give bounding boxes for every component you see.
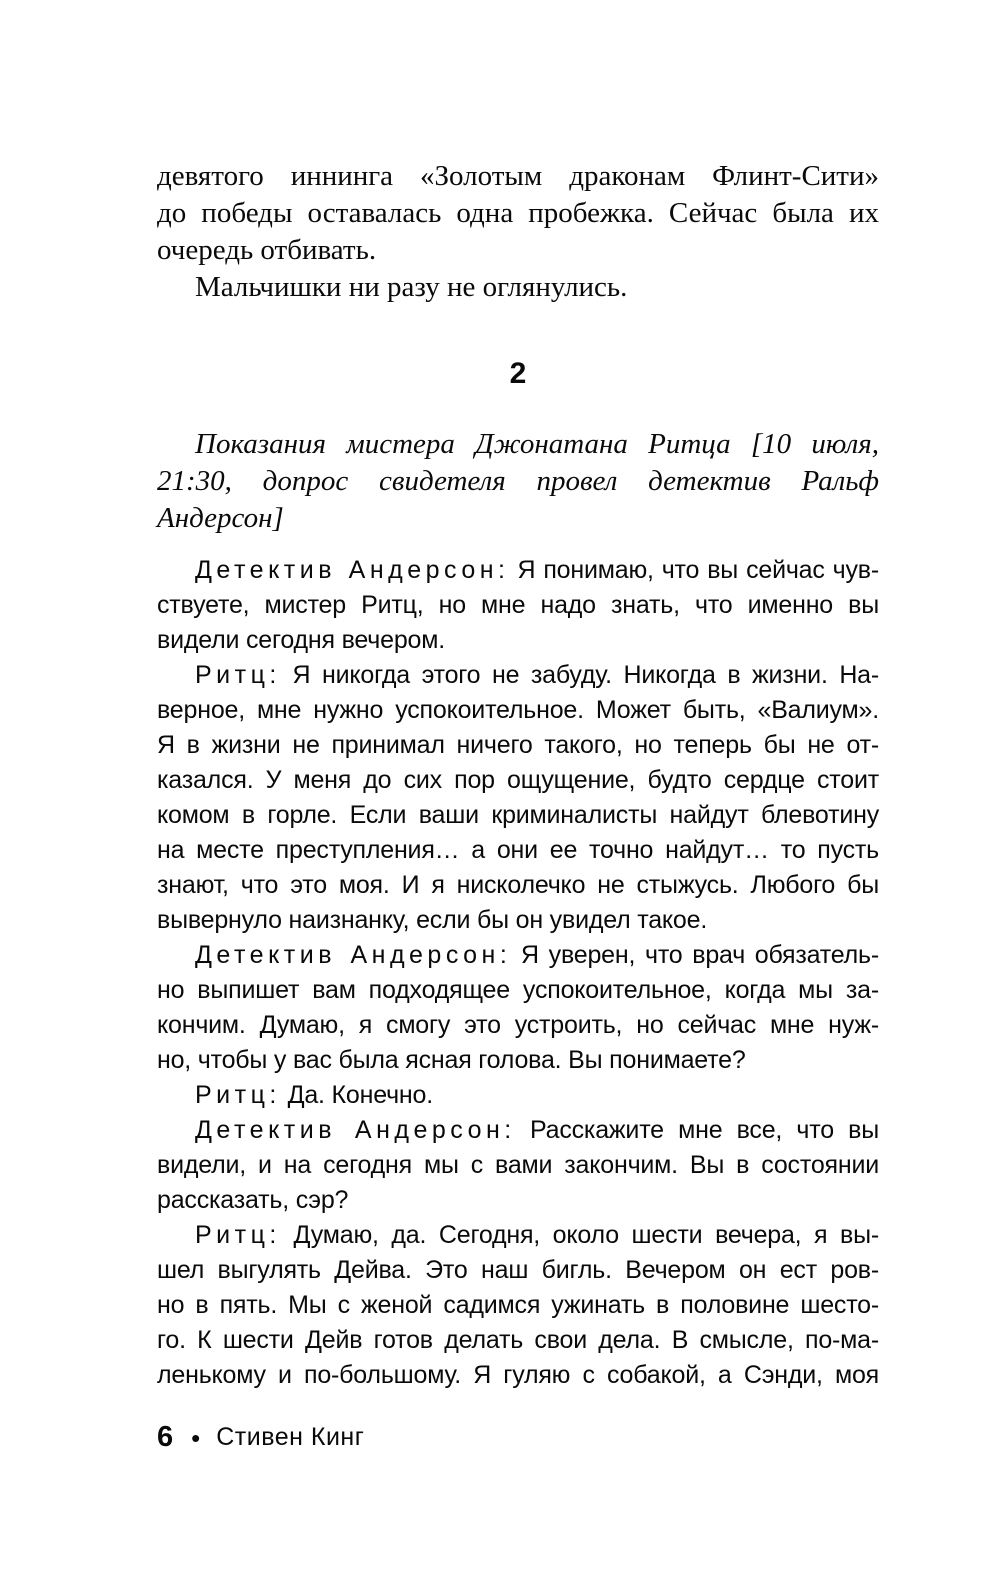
- dialogue-line: рассказать, сэр?: [157, 1186, 349, 1214]
- dialogue-paragraph-anderson: [157, 1113, 879, 1218]
- dialogue-line: казался. У меня до сих пор ощущение, будто сердце стоит: [157, 766, 879, 794]
- narration-line: Мальчишки ни разу не оглянулись.: [195, 271, 628, 303]
- narration-paragraph: [157, 269, 879, 306]
- dialogue-text: Я уверен, что врач обязатель-: [521, 941, 879, 969]
- section-number-heading: 2: [509, 357, 527, 390]
- dialogue-line: [157, 1113, 879, 1148]
- narration-line: очередь отбивать.: [157, 234, 377, 266]
- dialogue-line: [157, 1218, 879, 1253]
- dialogue-line: Я в жизни не принимал ничего такого, но теперь бы не от-: [157, 731, 879, 759]
- dialogue-line: ствуете, мистер Ритц, но мне надо знать, что именно вы: [157, 591, 879, 619]
- dialogue-line: шел выгулять Дейва. Это наш бигль. Вечером он ест ров-: [157, 1256, 879, 1284]
- narration-paragraph: [157, 158, 879, 269]
- speaker-name: Детектив Андерсон:: [195, 556, 510, 584]
- speaker-name: Ритц:: [195, 1081, 281, 1109]
- dialogue-paragraph-ritz: [157, 1218, 879, 1393]
- page-footer: [157, 1421, 879, 1454]
- dialogue-text: Расскажите мне все, что вы: [529, 1116, 879, 1144]
- dialogue-line: верное, мне нужно успокоительное. Может быть, «Валиум».: [157, 696, 879, 724]
- speaker-name: Ритц:: [195, 661, 281, 689]
- dialogue-line: [157, 938, 879, 973]
- dialogue-line: видели сегодня вечером.: [157, 626, 445, 654]
- caption-line: Показания мистера Джонатана Ритца [10 июля,: [195, 428, 879, 460]
- dialogue-line: [157, 553, 879, 588]
- dialogue-line: знают, что это моя. И я нисколечко не стыжусь. Любого бы: [157, 871, 879, 899]
- dialogue-line: кончим. Думаю, я смогу это устроить, но сейчас мне нуж-: [157, 1011, 879, 1039]
- dialogue-line: но выпишет вам подходящее успокоительное, когда мы за-: [157, 976, 879, 1004]
- dialogue-text: Да. Конечно.: [287, 1081, 433, 1109]
- dialogue-line: [157, 1078, 879, 1113]
- bullet-separator-icon: •: [191, 1422, 201, 1453]
- speaker-name: Детектив Андерсон:: [195, 1116, 516, 1144]
- speaker-name: Детектив Андерсон:: [195, 941, 512, 969]
- dialogue-line: на месте преступления… а они ее точно найдут… то пусть: [157, 836, 879, 864]
- dialogue-text: Я никогда этого не забуду. Никогда в жизни. На-: [292, 661, 880, 689]
- dialogue-line: но в пять. Мы с женой садимся ужинать в половине шесто-: [157, 1291, 879, 1319]
- narration-line: до победы оставалась одна пробежка. Сейчас была их: [157, 197, 879, 229]
- page-number: 6: [157, 1421, 174, 1453]
- dialogue-paragraph-ritz: [157, 658, 879, 938]
- dialogue-paragraph-ritz: [157, 1078, 879, 1113]
- dialogue-line: вывернуло наизнанку, если бы он увидел такое.: [157, 906, 708, 934]
- dialogue-line: го. К шести Дейв готов делать свои дела. В смысле, по-ма-: [157, 1326, 879, 1354]
- dialogue-line: комом в горле. Если ваши криминалисты найдут блевотину: [157, 801, 879, 829]
- dialogue-text: Я понимаю, что вы сейчас чув-: [517, 556, 879, 584]
- transcript-caption: [157, 426, 879, 537]
- dialogue-line: видели, и на сегодня мы с вами закончим. Вы в состоянии: [157, 1151, 879, 1179]
- dialogue-line: [157, 658, 879, 693]
- dialogue-line: ленькому и по-большому. Я гуляю с собакой, а Сэнди, моя: [157, 1361, 879, 1389]
- narration-line: девятого иннинга «Золотым драконам Флинт-Сити»: [157, 160, 879, 192]
- dialogue-line: но, чтобы у вас была ясная голова. Вы понимаете?: [157, 1046, 746, 1074]
- speaker-name: Ритц:: [195, 1221, 281, 1249]
- dialogue-paragraph-anderson: [157, 938, 879, 1078]
- dialogue-text: Думаю, да. Сегодня, около шести вечера, я вы-: [293, 1221, 880, 1249]
- running-title-author: Стивен Кинг: [216, 1423, 365, 1451]
- caption-line: 21:30, допрос свидетеля провел детектив Ральф Андерсон]: [157, 465, 879, 534]
- dialogue-paragraph-anderson: [157, 553, 879, 658]
